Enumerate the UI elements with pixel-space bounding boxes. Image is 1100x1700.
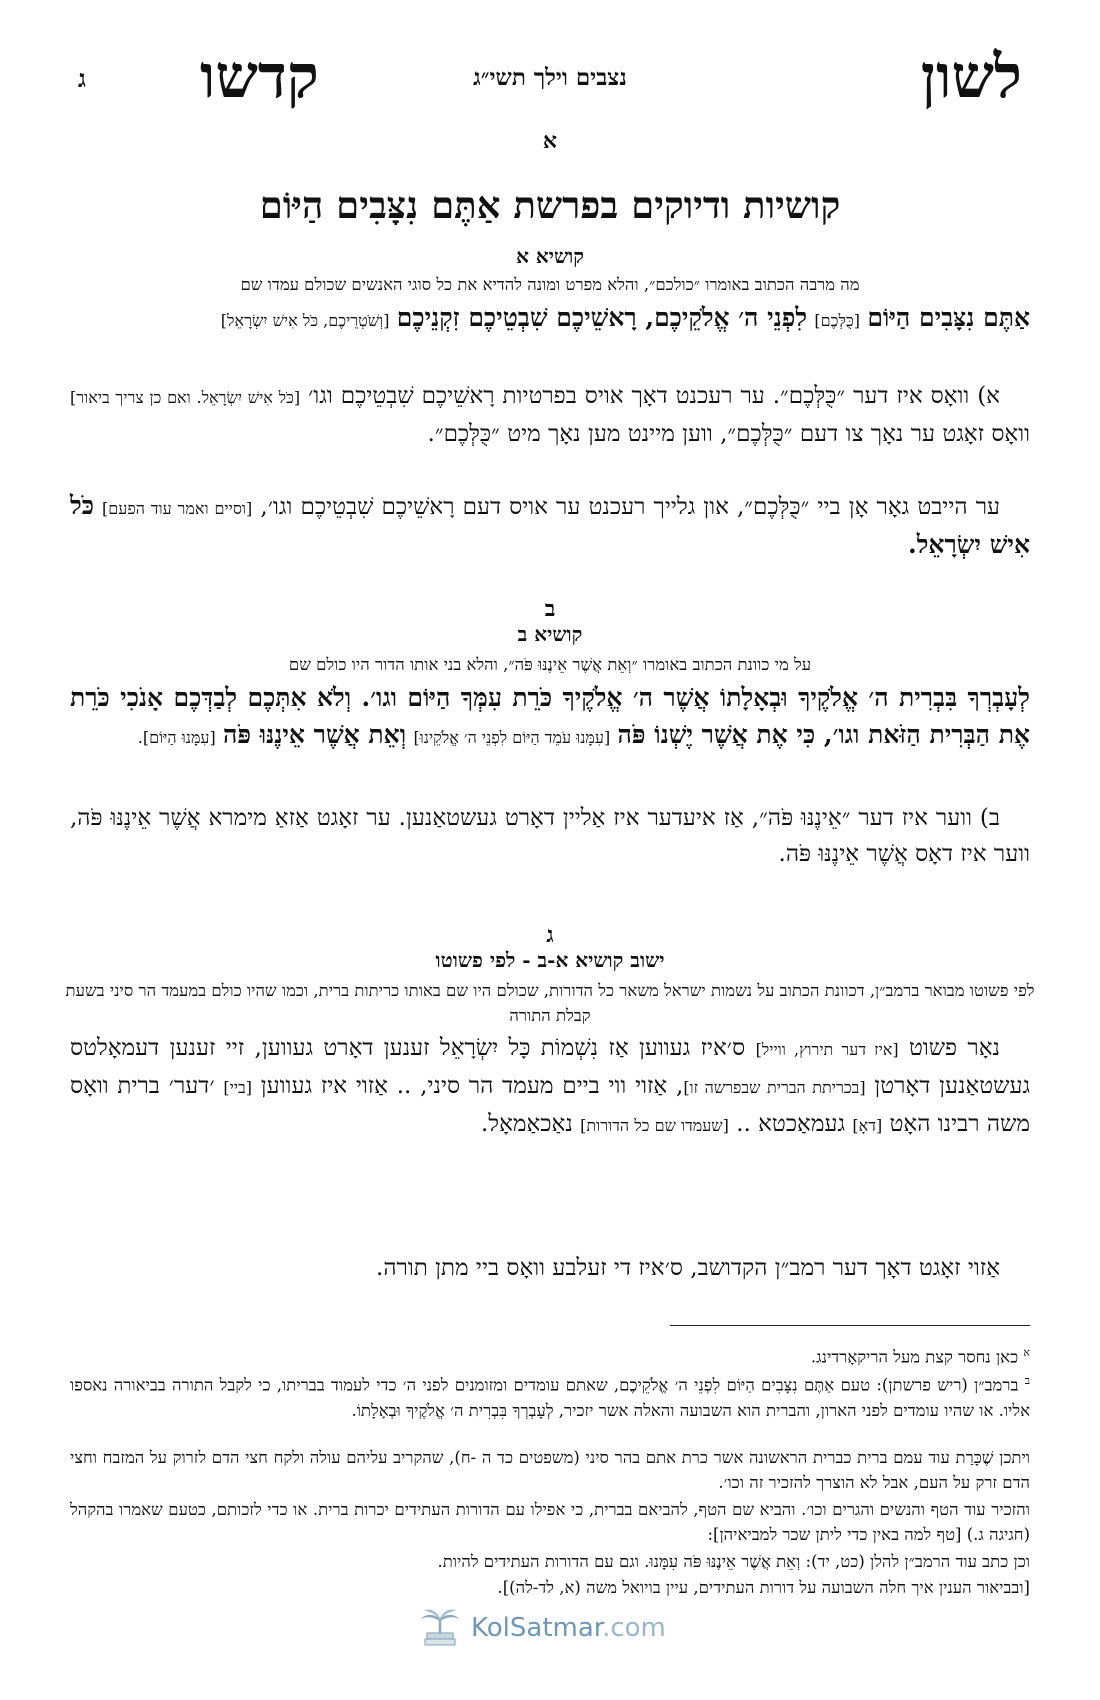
footnote-2 bbox=[70, 1368, 1030, 1423]
question-1-paragraph-1 bbox=[70, 378, 1030, 452]
answer-description: לפי פשוטו מבואר ברמב״ן, דכוונת הכתוב על נשמות ישראל משאר כל הדורות, שכולם היו שם באותו כריתות ברית, וכמו שהיו כולם במעמד הר סיני בשעת קבלת התורה bbox=[65, 981, 1035, 1025]
verse-text: לִפְנֵי ה׳ אֱלֹקֵיכֶם, רָאשֵׁיכֶם שִׁבְטֵיכֶם זִקְנֵיכֶם bbox=[396, 303, 808, 332]
answer-title: ישוב קושיא א-ב - לפי פשוטו bbox=[435, 948, 665, 972]
paragraph-note: [איז דער תירוץ, ווייל] bbox=[755, 1040, 899, 1059]
footnote-mark: א bbox=[1023, 1346, 1030, 1359]
paragraph-note: [כֹּל אִישׁ יִשְׂרָאֵל. ואם כן צריך ביאור] bbox=[70, 388, 301, 407]
paragraph-bold: כֹּל אִישׁ יִשְׂרָאֵל. bbox=[70, 491, 1030, 559]
footnote-text: וכן כתב עוד הרמב״ן להלן (כט, יד): וְאֵת אֲשֶׁר אֵינֶנּוּ פֹּה עִמָּנוּ. וגם עם הדורות העתידים להיות. bbox=[437, 1552, 1030, 1571]
kolsatmar-logo bbox=[415, 1605, 685, 1651]
palm-book-icon bbox=[415, 1605, 465, 1651]
paragraph-text: אַזוי זאָגט דאָך דער רמב״ן הקדושב, ס׳איז די זעלבע וואָס ביי מתן תורה. bbox=[376, 1255, 1000, 1281]
paragraph-note: [בכריתת הברית שבפרשה זו] bbox=[683, 1078, 866, 1097]
verse-text: וְאֵת אֲשֶׁר אֵינֶנּוּ פֹּה bbox=[223, 720, 407, 749]
footnote-1 bbox=[70, 1340, 1030, 1370]
footnote-2-continued bbox=[70, 1445, 1030, 1495]
paragraph-note: [וסיים ואמר עוד הפעם] bbox=[102, 499, 253, 518]
logo-text bbox=[471, 1613, 666, 1643]
page-header bbox=[60, 42, 1040, 112]
question-2-title: קושיא ב bbox=[517, 622, 583, 646]
header-title-right: לשון bbox=[920, 42, 1022, 112]
footnote-text: [ובביאור הענין איך חלה השבועה על דורות העתידים, עיין בויואל משה (א, לד-לה)]. bbox=[497, 1578, 1030, 1597]
question-1-verse bbox=[70, 300, 1030, 339]
answer-paragraph-2 bbox=[70, 1250, 1030, 1286]
verse-note: [עִמָּנוּ עֹמֵד הַיּוֹם לִפְנֵי ה׳ אֱלֹקֵינוּ] bbox=[413, 728, 611, 747]
question-1-paragraph-2 bbox=[70, 488, 1030, 564]
paragraph-note: [ביי] bbox=[223, 1078, 253, 1097]
logo-name: KolSatmar bbox=[471, 1613, 603, 1643]
section-letter-b: ב bbox=[544, 596, 556, 622]
paragraph-text: געמאַכטא .. bbox=[736, 1111, 846, 1137]
paragraph-note: [שעמדו שם כל הדורות] bbox=[580, 1116, 729, 1135]
footnote-2-continued bbox=[70, 1549, 1030, 1574]
section-letter-c: ג bbox=[546, 922, 554, 948]
header-title-left: קדשו bbox=[200, 42, 319, 112]
footnote-2-continued bbox=[70, 1497, 1030, 1547]
verse-note: [עִמָּנוּ הַיּוֹם]. bbox=[137, 728, 216, 747]
footnote-text: כאן נחסר קצת מעל הריקאָרדינג. bbox=[810, 1347, 1019, 1367]
page-title: קושיות ודיוקים בפרשת אַתֶּם נִצָּבִים הַיּוֹם bbox=[259, 183, 841, 227]
page-number: ג bbox=[78, 64, 86, 93]
question-1-title: קושיא א bbox=[516, 244, 584, 268]
footnote-text: ברמב״ן (ריש פרשתן): טעם אַתֶּם נִצָּבִים הַיּוֹם לִפְנֵי ה׳ אֱלֹקֵיכֶם, שאתם עומדים ומזומנים לפני ה׳ כדי לעמוד בבריתו, כי לקבל התורה בביאורה נאספו אליו. או שהיו עומדים לפני הארון, והברית הוא השבועה והאלה אשר יזכיר, לְעָבְרְךָ בִּבְרִית ה׳ אֱלֹקֶיךָ וּבְאָלָתוֹ. bbox=[70, 1375, 1030, 1420]
question-2-description: על מי כוונת הכתוב באומרו ״וְאֵת אֲשֶׁר אֵינֶנּוּ פֹּה״, והלא בני אותו הדור היו כולם שם bbox=[288, 655, 812, 674]
paragraph-note: [דאָ] bbox=[852, 1116, 883, 1135]
paragraph-text: ׳דער׳ ברית וואָס משה רבינו האָט bbox=[70, 1073, 1030, 1137]
footnote-2-continued bbox=[70, 1575, 1030, 1600]
footnote-text: ויתכן שֶׁכָּרַת עוד עמם ברית כברית הראשונה אשר כרת אתם בהר סיני (משפטים כד ה -ח), שהקריב עליהם עולה ולקח חצי הדם לזרוק על המזבח וחצי הדם זרק על העם, אבל לא הוצרך להזכיר זה וכו׳. bbox=[70, 1448, 1030, 1492]
paragraph-text: וואָס זאָגט ער נאָך צו דעם ״כֻּלְּכֶם״, ווען מיינט מען נאָך מיט ״כֻּלְּכֶם״. bbox=[427, 421, 1030, 447]
header-subtitle: נצבים וילך תשי״ג bbox=[473, 64, 627, 91]
verse-note: [וְשֹׁטְרֵיכֶם, כֹּל אִישׁ יִשְׂרָאֵל] bbox=[220, 311, 390, 330]
question-2-verse bbox=[70, 680, 1030, 756]
paragraph-text: ס׳איז געווען אַז נִשְׁמוֹת כָּל יִשְׂרָאֵל זענען דאָרט געווען, זיי זענען דעמאָלטס געשטאַנען דאָרטן bbox=[70, 1035, 1031, 1099]
verse-text: לְעָבְרְךָ בִּבְרִית ה׳ אֱלֹקֶיךָ וּבְאָלָתוֹ אֲשֶׁר ה׳ אֱלֹקֶיךָ כֹּרֵת עִמְּךָ הַיּוֹם וגו׳. וְלֹא אִתְּכֶם לְבַדְּכֶם אָנֹכִי כֹּרֵת אֶת הַבְּרִית הַזֹּאת וגו׳, כִּי אֶת אֲשֶׁר יֶשְׁנוֹ פֹּה bbox=[70, 683, 1030, 749]
paragraph-text: ב) ווער איז דער ״אֵינֶנּוּ פֹּה״, אַז איעדער איז אַליין דאָרט געשטאַנען. ער זאָגט אַזאַ מימרא אֲשֶׁר אֵינֶנּוּ פֹּה, ווער איז דאָס אֲשֶׁר אֵינֶנּוּ פֹּה. bbox=[70, 805, 1030, 867]
question-1-description: מה מרבה הכתוב באומרו ״כולכם״, והלא מפרט ומונה להדיא את כל סוגי האנשים שכולם עמדו שם bbox=[240, 275, 860, 294]
paragraph-text: ער הייבט גאָר אָן ביי ״כֻּלְּכֶם״, און גלייך רעכנט ער אויס דעם רָאשֵׁיכֶם שִׁבְטֵיכֶם וגו׳, bbox=[260, 494, 1001, 520]
paragraph-text: נאַכאַמאָל. bbox=[481, 1111, 573, 1137]
paragraph-text: א) וואָס איז דער ״כֻּלְּכֶם״. ער רעכנט דאָך אויס בפרטיות רָאשֵׁיכֶם שִׁבְטֵיכֶם וגו׳ bbox=[308, 383, 1000, 409]
logo-suffix: .com bbox=[602, 1613, 666, 1643]
question-2-paragraph-1 bbox=[70, 800, 1030, 872]
footnote-mark: ב bbox=[1024, 1374, 1030, 1387]
answer-paragraph-1 bbox=[70, 1030, 1030, 1144]
verse-note: [כֻּלְּכֶם] bbox=[814, 311, 861, 330]
paragraph-text: , אַזוי ווי ביים מעמד הר סיני, .. אַזוי איז געווען bbox=[260, 1073, 684, 1099]
paragraph-text: נאָר פשוט bbox=[908, 1035, 1001, 1061]
section-letter-a: א bbox=[542, 128, 558, 154]
footnote-divider bbox=[670, 1325, 1030, 1326]
footnote-text: והזכיר עוד הטף והנשים והגרים וכו׳. והביא שם הטף, להביאם בברית, כי אפילו עם הדורות העתידים יכרות ברית. או כדי לזכותם, כטעם שאמרו בהקהל (חגיגה ג.) [טף למה באין כדי ליתן שכר למביאיהן]: bbox=[70, 1500, 1030, 1544]
verse-text: אַתֶּם נִצָּבִים הַיּוֹם bbox=[867, 303, 1030, 332]
